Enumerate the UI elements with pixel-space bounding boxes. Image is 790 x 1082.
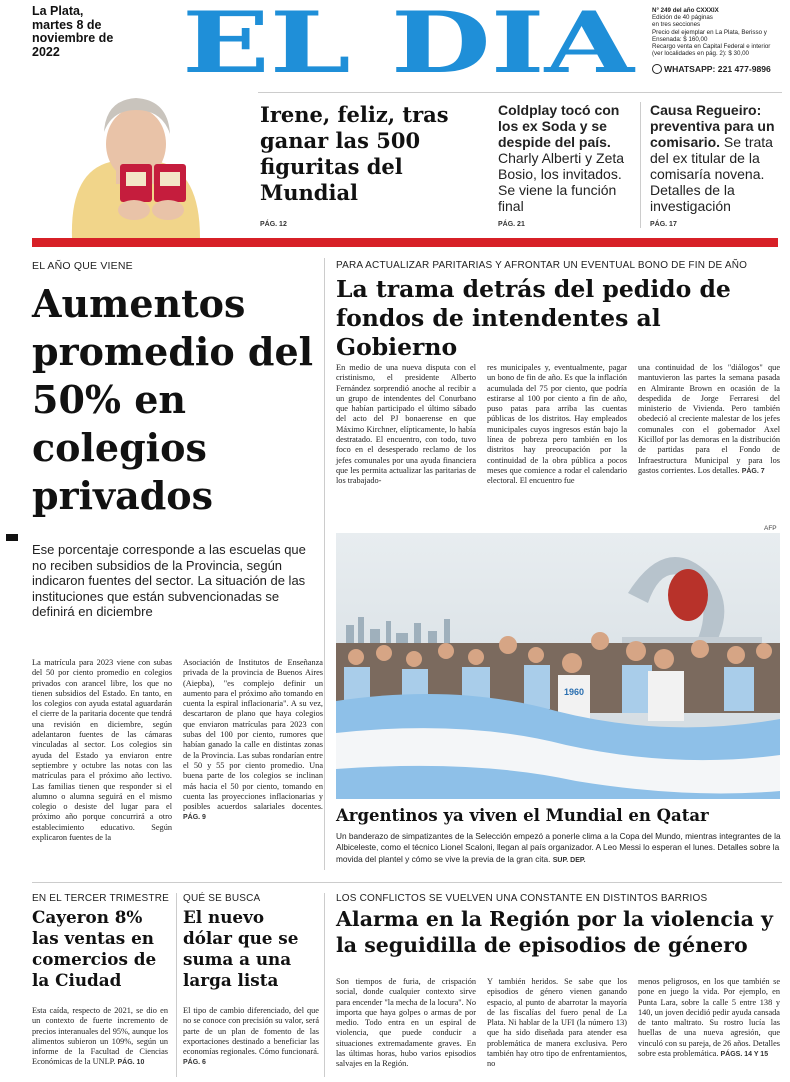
coldplay-text: Charly Alberti y Zeta Bosio, los invitados. Se viene la función final xyxy=(498,150,625,214)
regueiro-page: PÁG. 17 xyxy=(650,221,677,228)
irene-portrait xyxy=(50,52,220,238)
coldplay-bold: Coldplay tocó con los ex Soda y se despide del país. xyxy=(498,102,620,150)
whatsapp-line xyxy=(652,64,786,74)
logo-text: EL DIA xyxy=(182,2,637,78)
alarma-col3 xyxy=(638,977,780,1060)
trama-col3 xyxy=(638,363,780,477)
trama-col2: res municipales y, eventualmente, pagar un bono de fin de año. Es que la inflación acumulada del 75 por ciento, que podría estirarse al 100 por ciento a fin de año, puso patas para arriba las cuentas públicas de los distritos. Hay empleados municipales cuyos ingresos están bajo la línea de pobreza pero también en los distritos hay preocupación por la continuidad de la obra pública a pocos meses que comience a rodar el calendario electoral. El encuentro fue xyxy=(487,363,627,486)
photo-caption xyxy=(336,831,782,866)
lead-right-rule xyxy=(324,258,325,870)
info-line: Recargo venta en Capital Federal e interior xyxy=(652,43,771,51)
lead-marker xyxy=(6,534,18,541)
lead-headline[interactable]: Aumentos promedio del 50% en colegios privados xyxy=(32,281,314,518)
lead-col1: La matrícula para 2023 viene con subas del 50 por ciento promedio en colegios privados con arancel libre, los que no tienen subsidios del Estado. En tanto, en los colegios con ayuda estatal aguardarán el cierre de la paritaria docente que tendrá una revisión en diciembre, según adelantaron fuentes de las cámaras vinculadas al sector. Los colegios sin ayuda del Estado ya enviaron entre septiembre y octubre las notas con las matrículas para el próximo año lectivo. Las familias tienen que responder si el alumno o alumna seguirá en el mismo colegio o desiste del lugar para el próximo año porque concurrirá a otro establecimiento educativo. Según explicaron fuentes de la xyxy=(32,658,172,843)
cayeron-body-text: Esta caída, respecto de 2021, se dio en un contexto de fuerte incremento de precios interanuales del 95%, aunque los alimentos subieron un 109%, según un informe de la Facultad de Ciencias Económicas de la UNLP. xyxy=(32,1006,168,1067)
edition-info xyxy=(652,7,782,57)
photo-caption-text: Un banderazo de simpatizantes de la Selección empezó a ponerle clima a la Copa del Mundo, mientras integrantes de la Albiceleste, como el técnico Lionel Scaloni, llegan al país organizador. A Leo Messi lo esperan el lunes. Detalles sobre la movida del plantel y cómo se vive la previa de la gran cita. xyxy=(336,831,781,864)
alarma-col2: Y también heridos. Se sabe que los episodios de género vienen ganando espacio, al punto de abarrotar la mayoría de las fiscalías del fuero penal de La Plata. Ni hablar de la UFI (la número 13) que ha sido diseñada para atender esa problemática de manera exclusiva. Pero también hay otro tipo de enfrentamientos, no xyxy=(487,977,627,1069)
alarma-col3-text: menos peligrosos, en los que también se pone en juego la vida. Por ejemplo, en Punta Lara, sobre la calle 5 entre 138 y 140, un joven decidió pedir ayuda cansada de tanto maltrato. Su rostro lucía las huellas de una nueva agresión, que vinculó con su pareja, de 26 años. Detalles sobre esta problemática. xyxy=(638,977,780,1059)
cayeron-page: PÁG. 10 xyxy=(117,1059,145,1067)
alarma-col1: Son tiempos de furia, de crispación social, donde cualquier contexto sirve para encender "la mecha de la locura". No importa que haya golpes o armas de por medio. Todo entra en un espiral de violencia, que puede conducir a situaciones extremadamente graves. En las últimas horas, hubo varios episodios salvajes en la Región. xyxy=(336,977,476,1069)
teaser-divider xyxy=(640,102,641,228)
masthead-date-text: martes 8 de noviembre de 2022 xyxy=(32,17,114,59)
irene-photo xyxy=(50,52,220,238)
masthead-divider xyxy=(258,92,782,93)
dolar-body-text: El tipo de cambio diferenciado, del que no se conoce con precisión su valor, será parte de un plan de fomento de las exportaciones destinado a beneficiar las economías regionales. Cómo funcionará. xyxy=(183,1006,319,1057)
alarma-divider xyxy=(324,893,325,1077)
info-line: Precio del ejemplar en La Plata, Berisso y Ensenada: $ 160,00 xyxy=(652,28,767,43)
photo-page: SUP. DEP. xyxy=(552,856,586,864)
trama-col1: En medio de una nueva disputa con el cristinismo, el presidente Alberto Fernández sorprendió anoche al recibir a un grupo de intendentes del Conurbano que habían participado el último sábado del acto del PJ bonaerense en que Máximo Kirchner, elípticamente, lo había destratado. El encuentro, con todo, tuvo foco en el desesperado reclamo de los jefes comunales por una ayuda financiera que les permita actualizar las paritarias de los trabajado- xyxy=(336,363,476,486)
dolar-page: PÁG. 6 xyxy=(183,1059,206,1067)
qatar-photo xyxy=(336,533,780,799)
cayeron-headline[interactable]: Cayeron 8% las ventas en comercios de la Ciudad xyxy=(32,907,157,990)
regueiro-text: Se trata del ex titular de la comisaría novena. Detalles de la investigación xyxy=(650,134,773,214)
logo-svg xyxy=(178,2,638,78)
irene-page: PÁG. 12 xyxy=(260,221,287,228)
lead-subhead: Ese porcentaje corresponde a las escuelas que no reciben subsidios de la Provincia, según indicaron fuentes del sector. La situación de las instituciones que están subvencionadas se definirá en diciembre xyxy=(32,542,306,619)
coldplay-page: PÁG. 21 xyxy=(498,221,525,228)
lead-col2 xyxy=(183,658,323,824)
whatsapp-icon xyxy=(652,64,662,74)
info-line: Edición de 40 páginas xyxy=(652,14,713,22)
info-line: N° 249 del año CXXXIX xyxy=(652,7,719,14)
red-rule xyxy=(32,238,778,247)
alarma-kicker: LOS CONFLICTOS SE VUELVEN UNA CONSTANTE EN DISTINTOS BARRIOS xyxy=(336,893,708,904)
alarma-page: PÁGS. 14 Y 15 xyxy=(720,1051,769,1059)
trama-headline[interactable]: La trama detrás del pedido de fondos de intendentes al Gobierno xyxy=(336,275,731,361)
trama-col3-text: una continuidad de los "diálogos" que mantuvieron las partes la semana pasada en Almirante Brown en ocasión de la despedida de Jorge Ferraresi del ministerio de Vivienda. Pero también obedeció al creciente malestar de los jefes comunales con el gobernador Axel Kicillof por las demoras en la distribución de partidas para el Fondo de Infraestructura Municipal y para los gastos corrientes. Los detalles. xyxy=(638,363,780,475)
info-line: (ver localidades en pág. 2): $ 30,00 xyxy=(652,50,749,58)
photo-credit: AFP xyxy=(764,525,777,532)
cayeron-body xyxy=(32,1006,168,1069)
regueiro-teaser[interactable] xyxy=(650,102,780,214)
photo-headline[interactable]: Argentinos ya viven el Mundial en Qatar xyxy=(336,806,709,825)
lead-page: PÁG. 9 xyxy=(183,814,206,822)
bottom-divider xyxy=(32,882,782,883)
trama-page: PÁG. 7 xyxy=(741,467,765,475)
dolar-headline[interactable]: El nuevo dólar que se suma a una larga lista xyxy=(183,907,299,990)
dolar-body xyxy=(183,1006,319,1069)
cayeron-kicker: EN EL TERCER TRIMESTRE xyxy=(32,893,170,904)
fans-photo xyxy=(336,533,780,799)
lead-col2-text: Asociación de Institutos de Enseñanza privada de la provincia de Buenos Aires (Aiepba), "es complejo definir un aumento para el próximo año tomando en cuenta la espiral inflacionaria". A su vez, descartaron de plano que haya colegios que enviaron matrículas para 2023 con subas del 100 por ciento, rumores que habían ganado la calle en distintas zonas de la Provincia. Las subas rondarían entre el 50 y 55 por ciento promedio. Una buena parte de los colegios se inclinan más hacia el 50 por ciento, tomando en cuenta las proyecciones inflacionarias y posibles acuerdos salariales docentes. xyxy=(183,658,323,812)
irene-headline[interactable]: Irene, feliz, tras ganar las 500 figuritas del Mundial xyxy=(260,102,449,205)
whatsapp-number: WHATSAPP: 221 477-9896 xyxy=(664,64,771,74)
trama-kicker: PARA ACTUALIZAR PARITARIAS Y AFRONTAR UN EVENTUAL BONO DE FIN DE AÑO xyxy=(336,260,748,271)
newspaper-logo xyxy=(178,2,638,78)
shirt-text: 1960 xyxy=(563,687,585,697)
info-line: en tres secciones xyxy=(652,21,701,29)
cayeron-divider xyxy=(176,893,177,1077)
lead-kicker: EL AÑO QUE VIENE xyxy=(32,260,133,272)
dolar-kicker: QUÉ SE BUSCA xyxy=(183,893,261,904)
masthead-date xyxy=(32,5,142,59)
regueiro-bold: Causa Regueiro: preventiva para un comisario. xyxy=(650,102,775,150)
coldplay-teaser[interactable] xyxy=(498,102,634,214)
masthead-city: La Plata, xyxy=(32,4,84,18)
alarma-headline[interactable]: Alarma en la Región por la violencia y la seguidilla de episodios de género xyxy=(336,907,773,957)
